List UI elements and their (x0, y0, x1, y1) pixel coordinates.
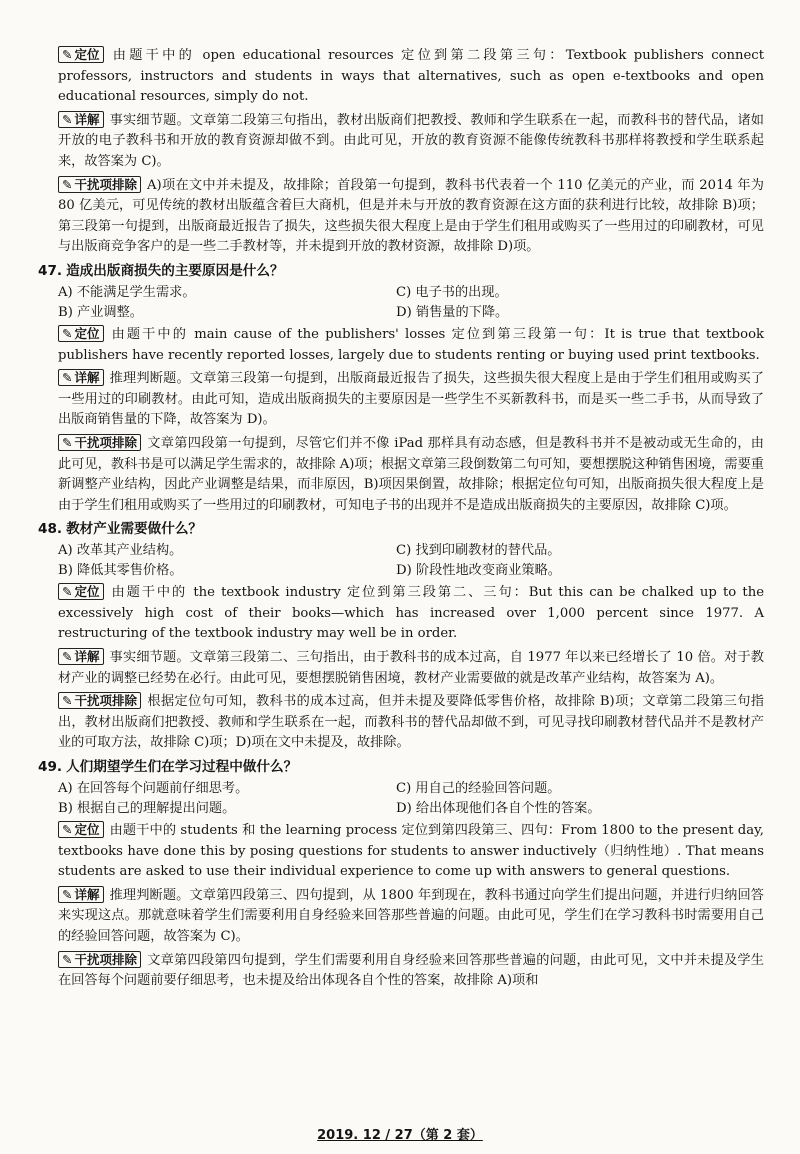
explanation-paragraph (58, 369, 764, 431)
pen-icon: ✎ (62, 951, 73, 967)
paragraph-text: 推理判断题。文章第三段第一句提到，出版商最近报告了损失，这些损失很大程度上是由于学生们租用或购买了一些用过的印刷教材。由此可知，造成出版商损失的主要原因是一些学生不买新教科书，而是买一些二手书，从而导致了出版商销售量的下降，故答案为 D)。 (58, 371, 764, 428)
section-tag (58, 176, 141, 193)
question-number: 47. (38, 262, 63, 279)
paragraph-text: 由题干中的 students 和 the learning process 定位到第四段第三、四句：From 1800 to the present day, textbooks have done this by posing questions for students to answer inductively（归纳性地）. That means students are asked to use their individual experience to come up with answers to general questions. (58, 823, 764, 880)
answer-option: A) 不能满足学生需求。 (58, 284, 196, 300)
explanation-paragraph (58, 434, 764, 516)
section-tag (58, 886, 104, 903)
paragraph-text: 由题干中的 main cause of the publishers' losses 定位到第三段第一句：It is true that textbook publishers have recently reported losses, largely due to students renting or buying used print textbooks. (58, 326, 764, 363)
pen-icon: ✎ (62, 822, 73, 838)
paragraph-text: 推理判断题。文章第四段第三、四句提到，从 1800 年到现在，教科书通过向学生们提出问题，并进行归纳回答来实现这点。那就意味着学生们需要利用自身经验来回答那些普遍的问题。由此可见，学生们在学习教科书时需要用自己的经验回答问题，故答案为 C)。 (58, 887, 764, 944)
explanation-paragraph (58, 583, 764, 645)
paragraph-text: 由题干中的 open educational resources 定位到第二段第三句：Textbook publishers connect professors, instructors and students in ways that alternatives, such as open e-textbooks and open educational resources, simply do not. (58, 48, 764, 105)
question-stem (38, 261, 764, 282)
section-tag (58, 369, 104, 386)
answer-options (58, 541, 764, 581)
answer-option: A) 在回答每个问题前仔细思考。 (58, 781, 249, 797)
footer-text: 2019. 12 / 27（第 2 套） (317, 1128, 483, 1143)
paragraph-text: 文章第四段第一句提到，尽管它们并不像 iPad 那样具有动态感，但是教科书并不是被动或无生命的，由此可见，教科书是可以满足学生需求的，故排除 A)项；根据文章第三段倒数第二句可知，要想摆脱这种销售困境，需要重新调整产业结构，因此产业调整是结果，而非原因，B)项因果倒置，故排除；根据定位句可知，出版商损失很大程度上是由于学生们租用或购买了一些用过的印刷教材，可知电子书的出现并不是造成出版商损失的主要原因，故排除 C)项。 (58, 435, 764, 513)
page-footer (0, 1124, 800, 1143)
answer-option: B) 根据自己的理解提出问题。 (58, 801, 236, 817)
pen-icon: ✎ (62, 584, 73, 600)
pen-icon: ✎ (62, 693, 73, 709)
section-tag (58, 434, 141, 451)
question-number: 49. (38, 759, 63, 776)
section-tag (58, 648, 104, 665)
explanation-paragraph (58, 648, 764, 689)
section-tag-label: 干扰项排除 (74, 951, 137, 967)
explanation-paragraph (58, 692, 764, 754)
section-tag (58, 46, 104, 63)
answer-options (58, 779, 764, 819)
paragraph-text: 根据定位句可知，教科书的成本过高，但并未提及要降低零售价格，故排除 B)项；文章第二段第三句指出，教材出版商们把教授、教师和学生联系在一起，而教科书的替代品却做不到，可见寻找印刷教材替代品并不是教材产业的可取方法，故排除 C)项；D)项在文中未提及，故排除。 (58, 694, 764, 751)
answer-options (58, 283, 764, 323)
answer-option: B) 产业调整。 (58, 304, 143, 320)
answer-option: D) 阶段性地改变商业策略。 (396, 563, 561, 579)
section-tag (58, 821, 104, 838)
section-tag (58, 111, 104, 128)
section-tag-label: 详解 (74, 886, 100, 902)
paragraph-text: 由题干中的 the textbook industry 定位到第三段第二、三句：But this can be chalked up to the excessively high cost of their books—which has increased over 1,000 percent since 1977. A restructuring of the textbook industry may well be in order. (58, 585, 764, 642)
answer-option: B) 降低其零售价格。 (58, 563, 183, 579)
section-tag (58, 692, 141, 709)
explanation-paragraph (58, 325, 764, 366)
section-tag (58, 325, 104, 342)
answer-option: C) 用自己的经验回答问题。 (396, 781, 561, 797)
section-tag-label: 定位 (74, 47, 100, 62)
answer-option: A) 改革其产业结构。 (58, 543, 183, 559)
paragraph-text: 事实细节题。文章第三段第二、三句指出，由于教科书的成本过高，自 1977 年以来已经增长了 10 倍。对于教材产业的调整已经势在必行。由此可见，要想摆脱销售困境，教材产业需要做的就是改革产业结构，故答案为 A)。 (58, 650, 764, 686)
section-tag (58, 583, 104, 600)
section-tag-label: 详解 (74, 370, 100, 386)
pen-icon: ✎ (62, 886, 73, 902)
answer-option: C) 找到印刷教材的替代品。 (396, 543, 561, 559)
explanation-body (38, 46, 764, 992)
question-text: 人们期望学生们在学习过程中做什么？ (66, 759, 298, 776)
answer-option: D) 销售量的下降。 (396, 304, 509, 320)
explanation-paragraph (58, 46, 764, 108)
pen-icon: ✎ (62, 370, 73, 386)
question-stem (38, 519, 764, 540)
section-tag-label: 干扰项排除 (74, 176, 137, 192)
pen-icon: ✎ (62, 649, 73, 665)
question-text: 造成出版商损失的主要原因是什么？ (66, 262, 284, 279)
explanation-paragraph (58, 821, 764, 883)
question-stem (38, 757, 764, 778)
section-tag-label: 定位 (74, 822, 100, 838)
paragraph-text: A)项在文中并未提及，故排除；首段第一句提到，教科书代表着一个 110 亿美元的产业，而 2014 年为 80 亿美元，可见传统的教材出版蕴含着巨大商机，但是并未与开放的教育资源在这方面的获利进行比较，故排除 B)项；第三段第一句提到，出版商最近报告了损失，这些损失很大程度上是由于学生们租用或购买了一些用过的印刷教材，可见与出版商竞争客户的是一些二手教材等，并未提到开放的教材资源，故排除 D)项。 (58, 177, 764, 255)
section-tag-label: 干扰项排除 (74, 434, 137, 450)
question-text: 教材产业需要做什么？ (66, 521, 203, 538)
paragraph-text: 文章第四段第四句提到，学生们需要利用自身经验来回答那些普遍的问题，由此可见，文中并未提及学生在回答每个问题前要仔细思考，也未提及给出体现各自个性的答案，故排除 A)项和 (58, 952, 764, 989)
paragraph-text: 事实细节题。文章第二段第三句指出，教材出版商们把教授、教师和学生联系在一起，而教科书的替代品，诸如开放的电子教科书和开放的教育资源却做不到。由此可见，开放的教育资源不能像传统教科书那样将教授和学生联系起来，故答案为 C)。 (58, 112, 764, 169)
answer-option: C) 电子书的出现。 (396, 284, 508, 300)
pen-icon: ✎ (62, 47, 73, 62)
answer-option: D) 给出体现他们各自个性的答案。 (396, 801, 601, 817)
pen-icon: ✎ (62, 434, 73, 450)
explanation-paragraph (58, 111, 764, 173)
question-number: 48. (38, 521, 63, 538)
section-tag-label: 定位 (74, 584, 100, 600)
explanation-paragraph (58, 951, 764, 992)
section-tag-label: 干扰项排除 (74, 693, 137, 709)
section-tag-label: 定位 (74, 325, 100, 341)
section-tag-label: 详解 (74, 649, 100, 665)
pen-icon: ✎ (62, 176, 73, 192)
pen-icon: ✎ (62, 325, 73, 341)
explanation-paragraph (58, 176, 764, 258)
section-tag (58, 951, 141, 968)
explanation-paragraph (58, 886, 764, 948)
section-tag-label: 详解 (74, 111, 100, 127)
pen-icon: ✎ (62, 111, 73, 127)
